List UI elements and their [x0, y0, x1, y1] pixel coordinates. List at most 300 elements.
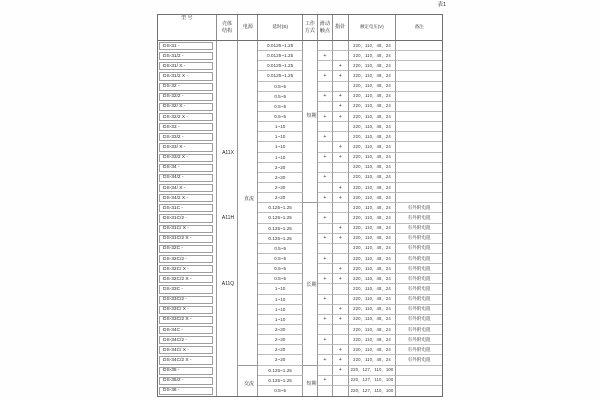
shell-structure-cell: [217, 335, 239, 345]
power-cell: [238, 274, 258, 284]
model-cell: [158, 386, 217, 396]
rated-voltage-cell: 220，110，48，24: [349, 355, 397, 365]
delay-cell: 2~20: [258, 193, 303, 203]
rated-voltage-cell: 220，110，48，24: [349, 153, 397, 163]
table-row: [158, 163, 442, 173]
work-mode-cell: [303, 153, 318, 163]
model-label: DS-34/ X -: [159, 184, 213, 192]
power-cell: [238, 224, 258, 234]
power-cell: [238, 295, 258, 305]
pointer-cell: [333, 173, 349, 183]
sliding-contact-cell: [318, 366, 333, 376]
sliding-contact-cell: [318, 102, 333, 112]
power-cell: [238, 61, 258, 71]
model-cell: [158, 142, 217, 152]
work-mode-cell: [303, 183, 318, 193]
pointer-cell: [333, 41, 349, 51]
table-row: [158, 122, 442, 132]
delay-cell: 0.5~5: [258, 112, 303, 122]
sliding-contact-cell: +: [318, 274, 333, 284]
table-row: [158, 112, 442, 122]
pointer-cell: [333, 244, 349, 254]
remark-cell: [396, 92, 442, 102]
sliding-contact-cell: [318, 305, 333, 315]
sliding-contact-cell: [318, 61, 333, 71]
rated-voltage-cell: 220，110，48，24: [349, 61, 397, 71]
table-body: [158, 41, 442, 396]
table-row: [158, 386, 442, 396]
shell-structure-cell: [217, 244, 239, 254]
rated-voltage-cell: 220，110，48，24: [349, 92, 397, 102]
remark-cell: 有外附电阻: [396, 244, 442, 254]
model-cell: [158, 132, 217, 142]
remark-cell: 有外附电阻: [396, 284, 442, 294]
table-row: [158, 41, 442, 51]
power-cell: [238, 254, 258, 264]
model-cell: [158, 376, 217, 386]
rated-voltage-cell: 220，110，48，24: [349, 41, 397, 51]
work-mode-cell: [303, 213, 318, 223]
model-label: DS-33/2 X -: [159, 154, 213, 162]
table-row: [158, 335, 442, 345]
model-label: DS-36 -: [159, 387, 213, 395]
model-label: DS-32C -: [159, 245, 213, 253]
model-cell: [158, 112, 217, 122]
pointer-cell: +: [333, 305, 349, 315]
power-cell: [238, 183, 258, 193]
pointer-cell: [333, 284, 349, 294]
model-label: DS-33/2 -: [159, 133, 213, 141]
rated-voltage-cell: 220，110，48，24: [349, 122, 397, 132]
work-mode-cell: [303, 345, 318, 355]
model-label: DS-34/2 X -: [159, 194, 213, 202]
power-cell: [238, 132, 258, 142]
table-row: [158, 295, 442, 305]
work-mode-cell: [303, 193, 318, 203]
power-cell: [238, 82, 258, 92]
work-mode-cell: [303, 264, 318, 274]
pointer-cell: [333, 254, 349, 264]
power-cell: [238, 41, 258, 51]
sliding-contact-cell: +: [318, 193, 333, 203]
power-cell: [238, 244, 258, 254]
table-row: [158, 325, 442, 335]
pointer-cell: +: [333, 153, 349, 163]
remark-cell: [396, 173, 442, 183]
pointer-cell: [333, 213, 349, 223]
header-delay: 延时(S): [258, 15, 303, 40]
header-remark: 备注: [414, 24, 424, 30]
sliding-contact-cell: +: [318, 335, 333, 345]
shell-structure-value-a11x: A11X: [222, 150, 234, 156]
sliding-contact-cell: [318, 325, 333, 335]
work-mode-cell: [303, 305, 318, 315]
delay-cell: 0.0125~1.25: [258, 71, 303, 81]
model-label: DS-31C/2 X -: [159, 235, 213, 243]
power-cell: [238, 71, 258, 81]
model-cell: [158, 345, 217, 355]
pointer-cell: +: [333, 61, 349, 71]
pointer-cell: +: [333, 345, 349, 355]
rated-voltage-cell: 220，110，48，24: [349, 295, 397, 305]
pointer-cell: +: [333, 183, 349, 193]
pointer-cell: [333, 203, 349, 213]
remark-cell: 有外附电阻: [396, 254, 442, 264]
work-mode-cell: [303, 386, 318, 396]
shell-structure-cell: [217, 132, 239, 142]
power-cell: [238, 305, 258, 315]
pointer-cell: +: [333, 264, 349, 274]
table-row: [158, 305, 442, 315]
remark-cell: [396, 82, 442, 92]
model-cell: [158, 173, 217, 183]
delay-cell: 1~10: [258, 122, 303, 132]
model-label: DS-32C/ X -: [159, 265, 213, 273]
delay-cell: 1~10: [258, 295, 303, 305]
remark-cell: [396, 61, 442, 71]
rated-voltage-cell: 220，127，110，100: [349, 376, 397, 386]
work-mode-cell: [303, 254, 318, 264]
model-cell: [158, 234, 217, 244]
header-work-mode: 工作 方式: [303, 15, 318, 40]
work-mode-cell: [303, 61, 318, 71]
shell-structure-cell: [217, 345, 239, 355]
shell-structure-cell: [217, 295, 239, 305]
pointer-cell: +: [333, 315, 349, 325]
delay-cell: 0.5~5: [258, 254, 303, 264]
model-cell: [158, 51, 217, 61]
power-cell: [238, 345, 258, 355]
pointer-cell: [333, 376, 349, 386]
model-label: DS-34 -: [159, 164, 213, 172]
model-label: DS-34/2 -: [159, 174, 213, 182]
pointer-cell: [333, 335, 349, 345]
model-cell: [158, 366, 217, 376]
sliding-contact-cell: +: [318, 51, 333, 61]
remark-cell: [396, 163, 442, 173]
power-cell: [238, 366, 258, 376]
remark-cell: 有外附电阻: [396, 325, 442, 335]
model-cell: [158, 274, 217, 284]
rated-voltage-cell: 220，110，48，24: [349, 264, 397, 274]
pointer-cell: +: [333, 366, 349, 376]
delay-cell: 0.125~1.25: [258, 203, 303, 213]
remark-cell: [396, 71, 442, 81]
model-label: DS-31/2 X -: [159, 72, 213, 80]
model-cell: [158, 203, 217, 213]
table-row: [158, 254, 442, 264]
power-value-dc: 直流: [243, 196, 254, 202]
remark-cell: [396, 122, 442, 132]
table-row: [158, 142, 442, 152]
rated-voltage-cell: 220，110，48，24: [349, 345, 397, 355]
sliding-contact-cell: [318, 284, 333, 294]
model-label: DS-33C/2 X -: [159, 316, 213, 324]
model-label: DS-33C/ X -: [159, 306, 213, 314]
pointer-cell: +: [333, 102, 349, 112]
rated-voltage-cell: 220，110，48，24: [349, 315, 397, 325]
model-label: DS-33 -: [159, 123, 213, 131]
work-mode-cell: [303, 203, 318, 213]
pointer-cell: [333, 122, 349, 132]
model-cell: [158, 213, 217, 223]
shell-structure-cell: [217, 305, 239, 315]
sliding-contact-cell: +: [318, 315, 333, 325]
delay-cell: 0.125~1.25: [258, 366, 303, 376]
rated-voltage-cell: 220，110，48，24: [349, 284, 397, 294]
table-row: [158, 264, 442, 274]
model-label: DS-32/2 -: [159, 93, 213, 101]
delay-cell: 0.125~1.25: [258, 224, 303, 234]
shell-structure-cell: [217, 163, 239, 173]
remark-cell: [396, 183, 442, 193]
table-row: [158, 183, 442, 193]
model-label: DS-33/ X -: [159, 143, 213, 151]
remark-cell: 有外附电阻: [396, 305, 442, 315]
rated-voltage-cell: 220，110，48，24: [349, 213, 397, 223]
shell-structure-cell: [217, 41, 239, 51]
power-cell: [238, 51, 258, 61]
shell-structure-cell: [217, 234, 239, 244]
model-cell: [158, 153, 217, 163]
power-cell: [238, 325, 258, 335]
shell-structure-cell: [217, 254, 239, 264]
remark-cell: 有外附电阻: [396, 224, 442, 234]
work-mode-value-short-2: 短期: [306, 381, 317, 387]
shell-structure-cell: [217, 355, 239, 365]
model-cell: [158, 295, 217, 305]
work-mode-cell: [303, 173, 318, 183]
model-label: DS-35/2 -: [159, 377, 213, 385]
table-row: [158, 153, 442, 163]
model-cell: [158, 102, 217, 112]
table-row: [158, 173, 442, 183]
work-mode-cell: [303, 315, 318, 325]
delay-cell: 0.0125~1.25: [258, 41, 303, 51]
power-cell: [238, 122, 258, 132]
table-row: [158, 51, 442, 61]
delay-cell: 2~20: [258, 173, 303, 183]
sliding-contact-cell: [318, 264, 333, 274]
header-power: 电源: [238, 15, 258, 40]
sliding-contact-cell: [318, 122, 333, 132]
rated-voltage-cell: 220，127，110，100: [349, 366, 397, 376]
model-cell: [158, 305, 217, 315]
rated-voltage-cell: 220，110，48，24: [349, 142, 397, 152]
work-mode-cell: [303, 132, 318, 142]
power-cell: [238, 203, 258, 213]
model-cell: [158, 183, 217, 193]
rated-voltage-cell: 220，110，48，24: [349, 132, 397, 142]
work-mode-cell: [303, 163, 318, 173]
pointer-cell: [333, 82, 349, 92]
sliding-contact-cell: +: [318, 132, 333, 142]
sliding-contact-cell: +: [318, 295, 333, 305]
power-cell: [238, 234, 258, 244]
table-row: [158, 244, 442, 254]
remark-cell: 有外附电阻: [396, 295, 442, 305]
power-cell: [238, 355, 258, 365]
remark-cell: 有外附电阻: [396, 355, 442, 365]
rated-voltage-cell: 220，110，48，24: [349, 71, 397, 81]
pointer-cell: +: [333, 355, 349, 365]
work-mode-cell: [303, 224, 318, 234]
table-row: [158, 315, 442, 325]
work-mode-cell: [303, 335, 318, 345]
model-label: DS-33C -: [159, 285, 213, 293]
work-mode-cell: [303, 102, 318, 112]
rated-voltage-cell: 220，110，48，24: [349, 173, 397, 183]
rated-voltage-cell: 220，110，48，24: [349, 254, 397, 264]
rated-voltage-cell: 220，110，48，24: [349, 183, 397, 193]
work-mode-cell: [303, 71, 318, 81]
model-label: DS-32/2 X -: [159, 113, 213, 121]
model-label: DS-32 -: [159, 83, 213, 91]
shell-structure-cell: [217, 183, 239, 193]
shell-structure-cell: [217, 193, 239, 203]
delay-cell: 0.5~5: [258, 386, 303, 396]
sliding-contact-cell: +: [318, 92, 333, 102]
delay-cell: 0.0125~1.25: [258, 61, 303, 71]
delay-cell: 1~10: [258, 305, 303, 315]
shell-structure-cell: [217, 203, 239, 213]
shell-structure-cell: [217, 71, 239, 81]
pointer-cell: +: [333, 224, 349, 234]
work-mode-cell: [303, 366, 318, 376]
work-mode-cell: [303, 234, 318, 244]
remark-cell: [396, 102, 442, 112]
shell-structure-cell: [217, 92, 239, 102]
work-mode-cell: [303, 355, 318, 365]
pointer-cell: +: [333, 92, 349, 102]
delay-cell: 2~20: [258, 183, 303, 193]
sliding-contact-cell: [318, 345, 333, 355]
sliding-contact-cell: +: [318, 173, 333, 183]
pointer-cell: [333, 325, 349, 335]
remark-cell: [396, 153, 442, 163]
delay-cell: 1~10: [258, 153, 303, 163]
table-row: [158, 102, 442, 112]
shell-structure-cell: [217, 61, 239, 71]
model-label: DS-31 -: [159, 42, 213, 50]
model-cell: [158, 254, 217, 264]
sliding-contact-cell: [318, 244, 333, 254]
work-mode-cell: [303, 41, 318, 51]
table-row: [158, 203, 442, 213]
model-cell: [158, 82, 217, 92]
sliding-contact-cell: +: [318, 355, 333, 365]
shell-structure-cell: [217, 315, 239, 325]
model-label: DS-31C/ X -: [159, 225, 213, 233]
power-cell: [238, 264, 258, 274]
remark-cell: [396, 366, 442, 376]
model-cell: [158, 71, 217, 81]
sliding-contact-cell: [318, 82, 333, 92]
delay-cell: 0.5~5: [258, 82, 303, 92]
power-cell: [238, 112, 258, 122]
power-cell: [238, 386, 258, 396]
model-cell: [158, 244, 217, 254]
shell-structure-cell: [217, 376, 239, 386]
model-cell: [158, 193, 217, 203]
power-cell: [238, 284, 258, 294]
model-label: DS-31C -: [159, 204, 213, 212]
rated-voltage-cell: 220，110，48，24: [349, 102, 397, 112]
table-row: [158, 193, 442, 203]
model-label: DS-32/ X -: [159, 103, 213, 111]
delay-cell: 0.5~5: [258, 102, 303, 112]
power-value-ac: 交流: [243, 381, 254, 387]
header-sliding-contact: 滑动 触点: [318, 15, 333, 40]
delay-cell: 0.125~1.25: [258, 213, 303, 223]
shell-structure-cell: [217, 173, 239, 183]
model-cell: [158, 122, 217, 132]
sliding-contact-cell: +: [318, 71, 333, 81]
model-cell: [158, 224, 217, 234]
table-row: [158, 82, 442, 92]
shell-structure-cell: [217, 51, 239, 61]
delay-cell: 1~10: [258, 132, 303, 142]
sliding-contact-cell: [318, 386, 333, 396]
rated-voltage-cell: 220，110，48，24: [349, 112, 397, 122]
shell-structure-cell: [217, 386, 239, 396]
table-row: [158, 234, 442, 244]
model-label: DS-35 -: [159, 367, 213, 375]
sliding-contact-cell: [318, 224, 333, 234]
rated-voltage-cell: 220，110，48，24: [349, 244, 397, 254]
rated-voltage-cell: 220，127，110，100: [349, 386, 397, 396]
work-mode-cell: [303, 122, 318, 132]
rated-voltage-cell: 220，110，48，24: [349, 274, 397, 284]
sliding-contact-cell: +: [318, 112, 333, 122]
remark-cell: [396, 51, 442, 61]
work-mode-cell: [303, 325, 318, 335]
rated-voltage-cell: 220，110，48，24: [349, 193, 397, 203]
delay-cell: 1~10: [258, 142, 303, 152]
model-label: DS-34C/2 -: [159, 336, 213, 344]
header-shell-structure: 壳体 结构: [217, 15, 239, 40]
sliding-contact-cell: [318, 163, 333, 173]
remark-cell: [396, 193, 442, 203]
table-row: [158, 61, 442, 71]
model-label: DS-31/ X -: [159, 62, 213, 70]
header-pointer: 指针: [333, 15, 349, 40]
pointer-cell: [333, 51, 349, 61]
sliding-contact-cell: +: [318, 234, 333, 244]
model-label: DS-34C -: [159, 326, 213, 334]
sliding-contact-cell: [318, 142, 333, 152]
spec-table: [157, 14, 443, 397]
sliding-contact-cell: +: [318, 213, 333, 223]
remark-cell: [396, 386, 442, 396]
delay-cell: 0.5~5: [258, 92, 303, 102]
pointer-cell: +: [333, 142, 349, 152]
pointer-cell: [333, 132, 349, 142]
model-cell: [158, 315, 217, 325]
delay-cell: 2~20: [258, 163, 303, 173]
delay-cell: 0.5~5: [258, 244, 303, 254]
sliding-contact-cell: [318, 203, 333, 213]
work-mode-cell: [303, 51, 318, 61]
power-cell: [238, 92, 258, 102]
pointer-cell: +: [333, 193, 349, 203]
remark-cell: 有外附电阻: [396, 335, 442, 345]
table-row: [158, 274, 442, 284]
shell-structure-value-a11h: A11H: [221, 215, 235, 221]
sliding-contact-cell: +: [318, 376, 333, 386]
table-row: [158, 213, 442, 223]
shell-structure-value-a11q: A11Q: [221, 281, 235, 287]
